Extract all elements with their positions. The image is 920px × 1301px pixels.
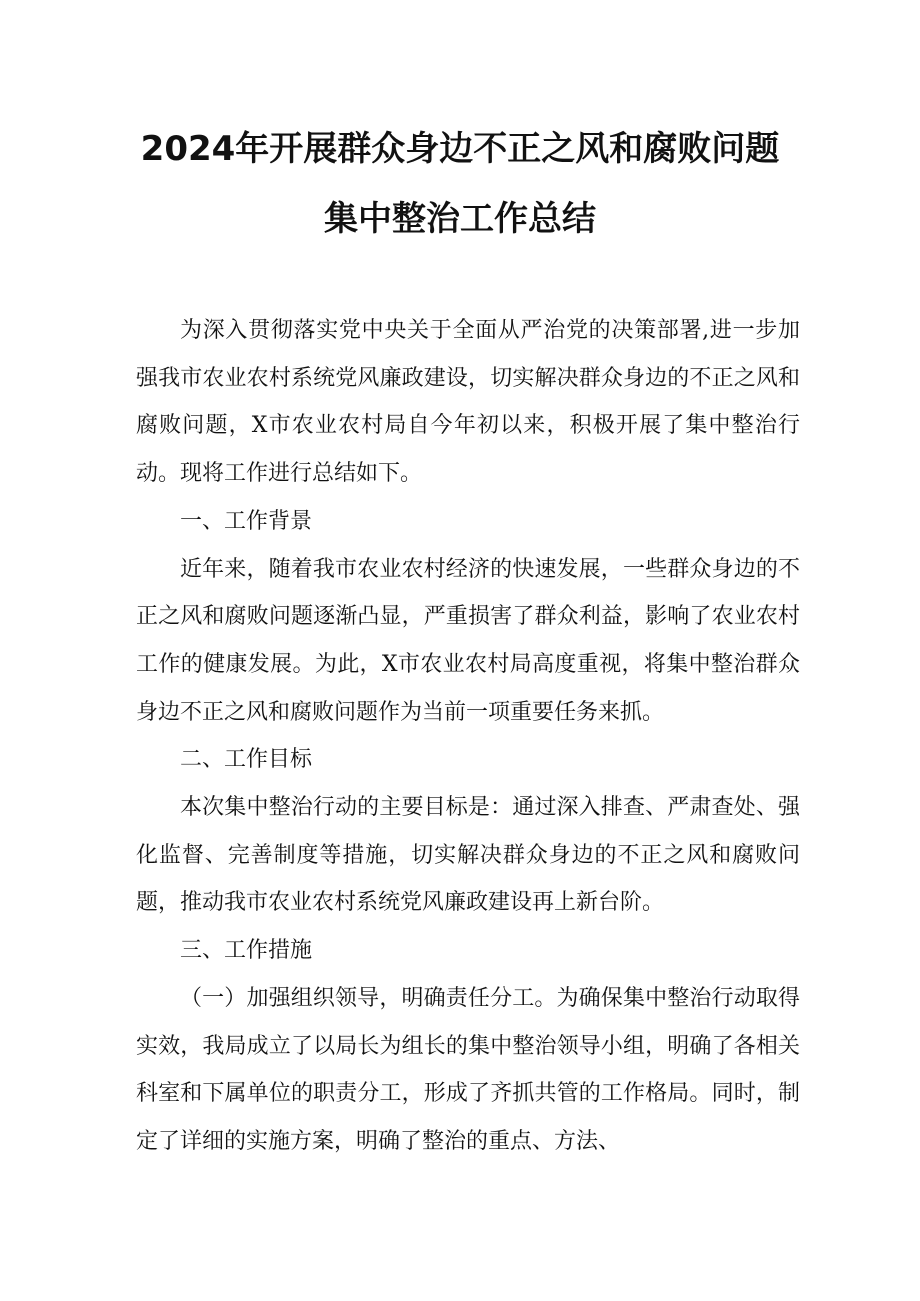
intro-paragraph: 为深入贯彻落实党中央关于全面从严治党的决策部署,进一步加强我市农业农村系统党风廉政建设，切实解决群众身边的不正之风和腐败问题，X市农业农村局自今年初以来，积极开展了集中整治行动。现将工作进行总结如下。 xyxy=(136,318,800,487)
background-paragraph: 近年来，随着我市农业农村经济的快速发展，一些群众身边的不正之风和腐败问题逐渐凸显，严重损害了群众利益，影响了农业农村工作的健康发展。为此，X市农业农村局高度重视，将集中整治群众身边不正之风和腐败问题作为当前一项重要任务来抓。 xyxy=(136,556,800,725)
section-heading-background: 一、工作背景 xyxy=(180,508,313,534)
measures-item-1-paragraph: （一）加强组织领导，明确责任分工。为确保集中整治行动取得实效，我局成立了以局长为组长的集中整治领导小组，明确了各相关科室和下属单位的职责分工，形成了齐抓共管的工作格局。同时，制定了详细的实施方案，明确了整治的重点、方法、 xyxy=(136,985,800,1154)
section-heading-goals: 二、工作目标 xyxy=(180,747,313,773)
document-title-line2: 集中整治工作总结 xyxy=(324,199,596,239)
document-body xyxy=(136,307,800,1166)
document-title-line1: 2024年开展群众身边不正之风和腐败问题 xyxy=(140,129,780,169)
goals-paragraph: 本次集中整治行动的主要目标是：通过深入排查、严肃查处、强化监督、完善制度等措施，切实解决群众身边的不正之风和腐败问题，推动我市农业农村系统党风廉政建设再上新台阶。 xyxy=(136,795,800,916)
section-heading-measures: 三、工作措施 xyxy=(180,938,313,964)
